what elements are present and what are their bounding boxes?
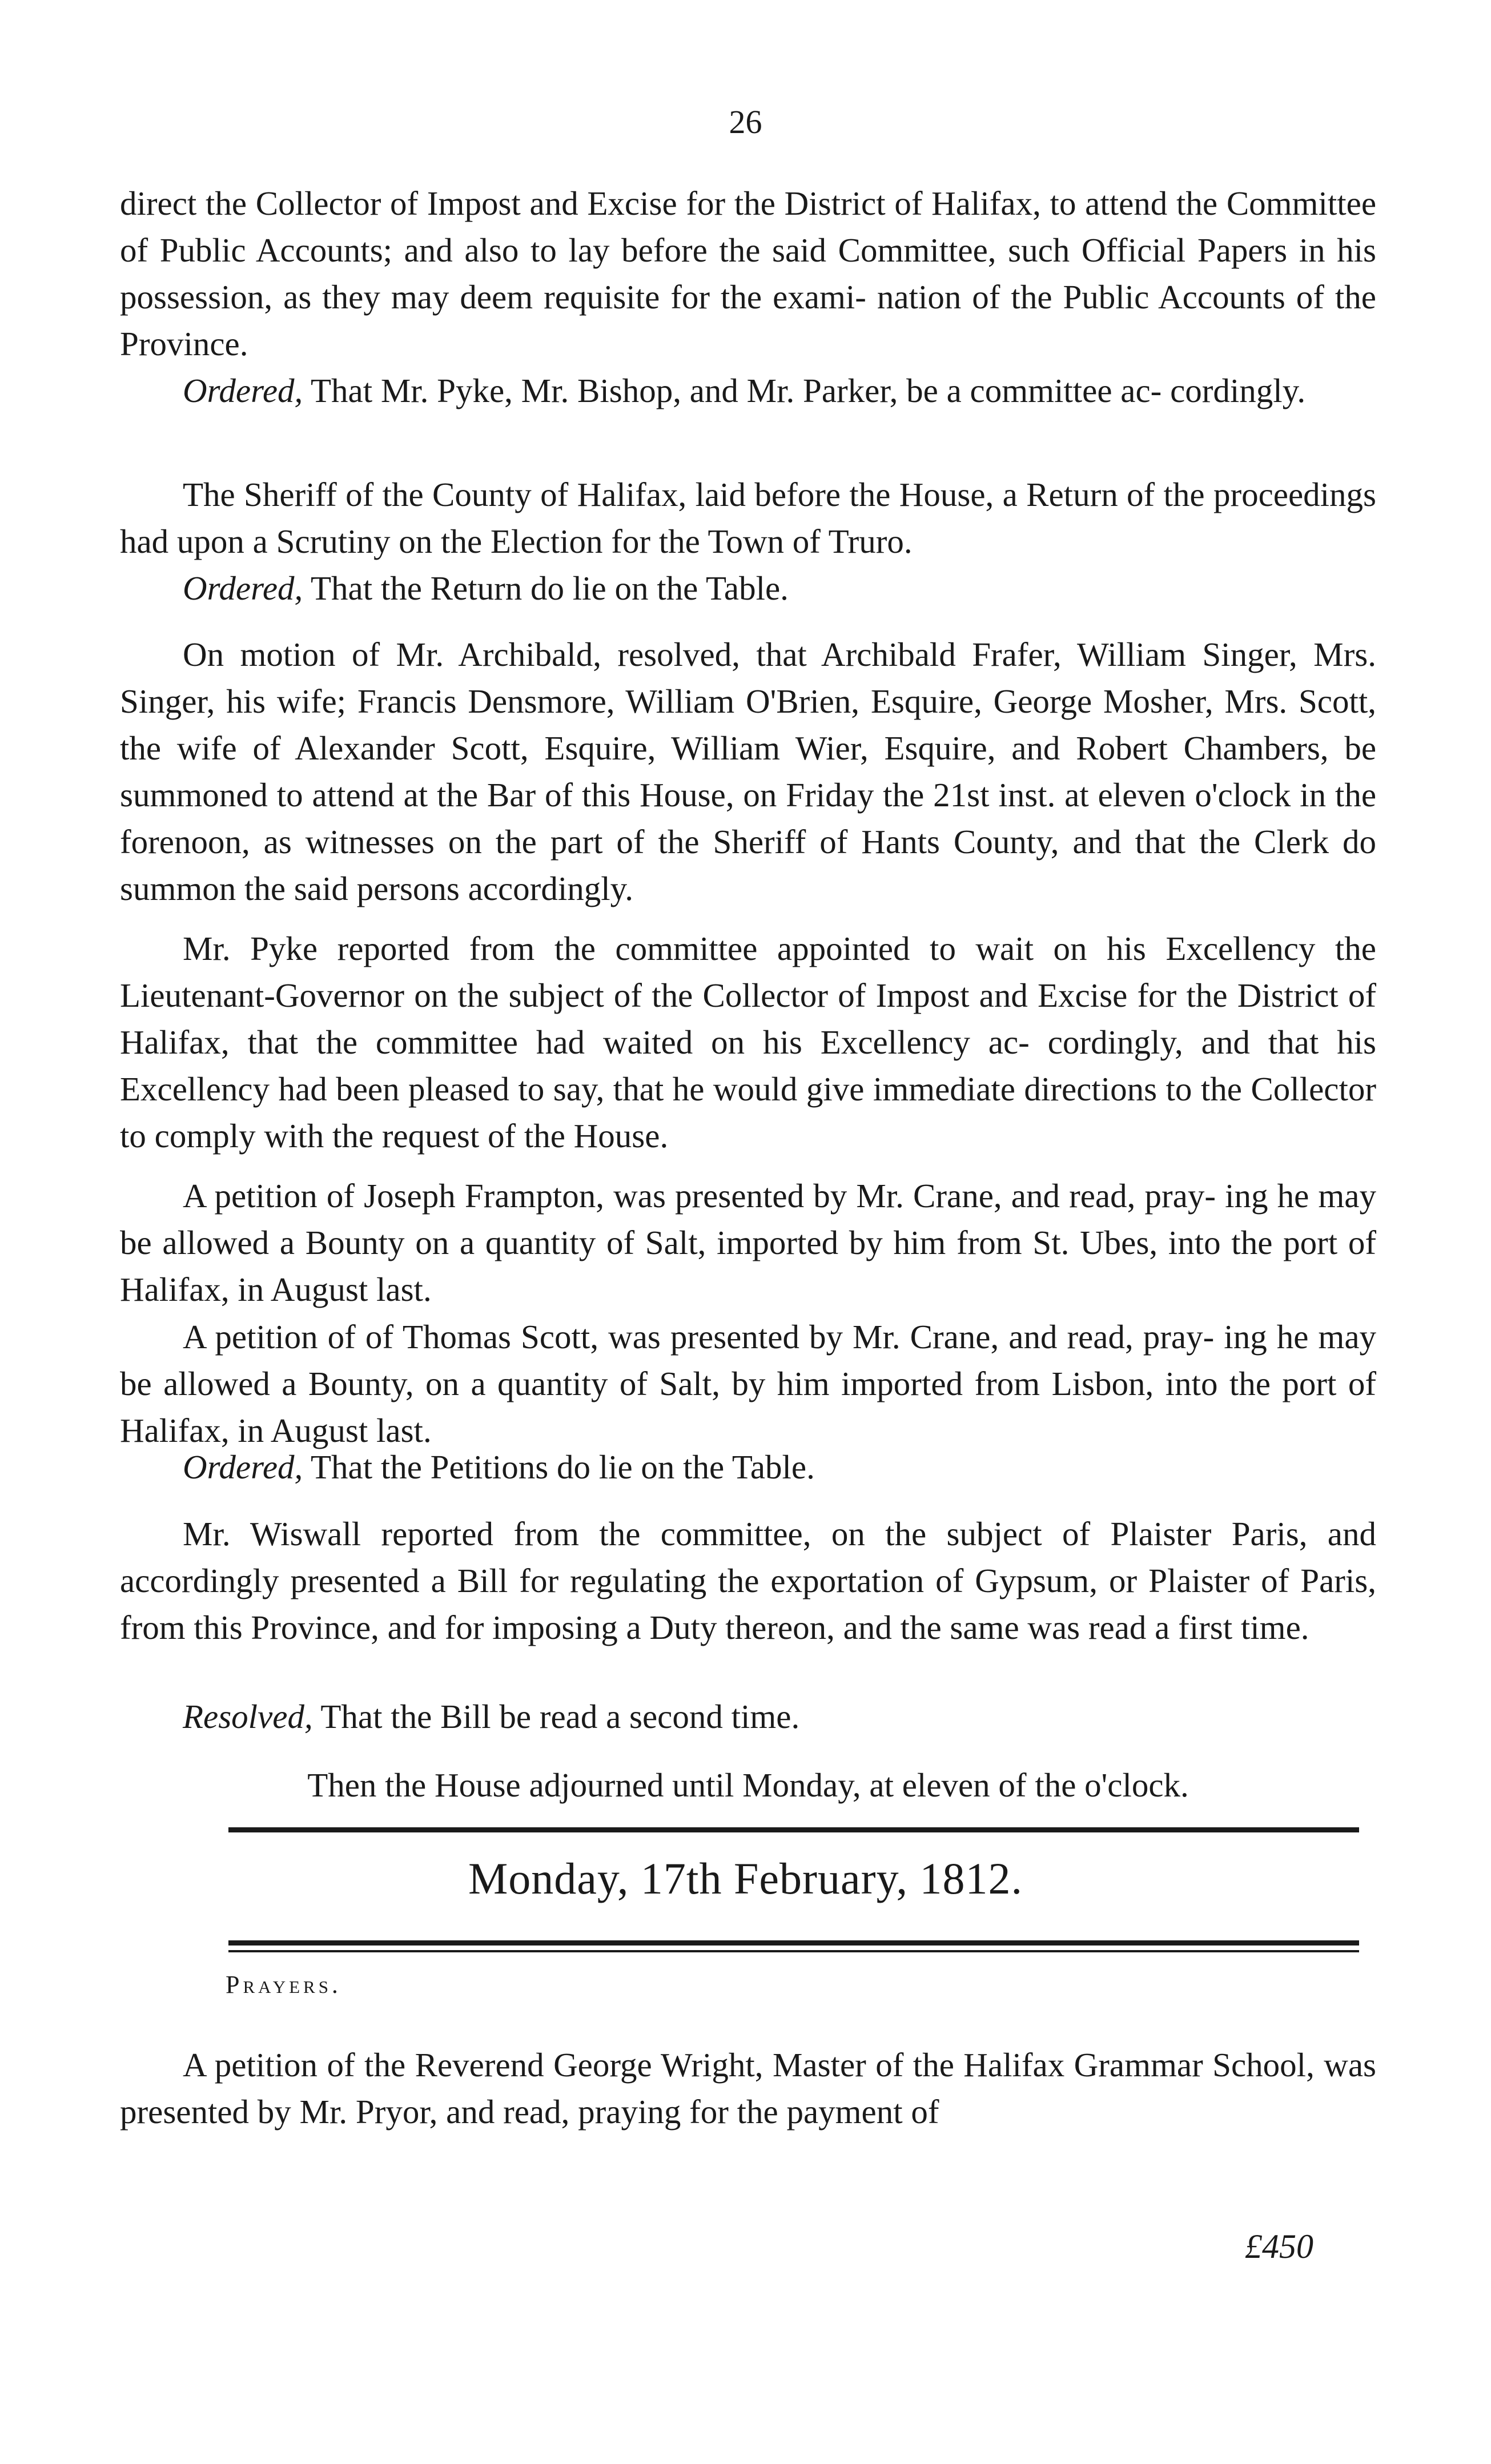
paragraph-wiswall-bill: Mr. Wiswall reported from the committee, on the subject of Plaister Paris, and accordingly presented a Bill for regulating the exportation of Gypsum, or Plaister of Paris, from this Province, and for imposing a Duty thereon, and the same was read a first time. [120, 1515, 1377, 1646]
date-heading: Monday, 17th February, 1812. [468, 1854, 1023, 1903]
paragraph-sheriff-return: The Sheriff of the County of Halifax, laid before the House, a Return of the proceedings had upon a Scrutiny on the Election for the Town of Truro. [120, 476, 1377, 560]
catch-word: £450 [1245, 2228, 1313, 2265]
paragraph-ordered-committee: Ordered, That Mr. Pyke, Mr. Bishop, and Mr. Parker, be a committee ac- cordingly. [183, 372, 1306, 409]
paragraph-frampton-petition: A petition of Joseph Frampton, was presented by Mr. Crane, and read, pray- ing he may be allowed a Bounty on a quantity of Salt, imported by him from St. Ubes, into the port of Halifax, in August last. [120, 1177, 1376, 1308]
divider-rule-top [228, 1827, 1359, 1832]
paragraph-witnesses-summoned: On motion of Mr. Archibald, resolved, that Archibald Frafer, William Singer, Mrs. Singer, his wife; Francis Densmore, William O'Brien, Esquire, George Mosher, Mrs. Scott, the wife of Alexander Scott, Esquire, William Wier, Esquire, and Robert Chambers, be summoned to attend at the Bar of this House, on Friday the 21st inst. at eleven o'clock in the forenoon, as witnesses on the part of the Sheriff of Hants County, and that the Clerk do summon the said persons accordingly. [120, 636, 1377, 907]
divider-rule-bottom [228, 1940, 1359, 1946]
page-number: 26 [729, 103, 762, 140]
paragraph-wright-petition: A petition of the Reverend George Wright, Master of the Halifax Grammar School, was presented by Mr. Pryor, and read, praying for the payment of [120, 2046, 1377, 2131]
paragraph-scott-petition: A petition of of Thomas Scott, was presented by Mr. Crane, and read, pray- ing he may be allowed a Bounty, on a quantity of Salt, by him imported from Lisbon, into the port of Halifax, in August last. [120, 1318, 1377, 1449]
section-label-prayers: Prayers. [226, 1971, 341, 1999]
paragraph-pyke-report: Mr. Pyke reported from the committee appointed to wait on his Excellency the Lieutenant-Governor on the subject of the Collector of Impost and Excise for the District of Halifax, that the committee had waited on his Excellency ac- cordingly, and that his Excellency had been pleased to say, that he would give immediate directions to the Collector to comply with the request of the House. [120, 930, 1377, 1155]
paragraph-adjournment: Then the House adjourned until Monday, at eleven of the o'clock. [307, 1766, 1189, 1804]
paragraph-collector-papers: direct the Collector of Impost and Excise for the District of Halifax, to attend the Committee of Public Accounts; and also to lay before the said Committee, such Official Papers in his possession, as they may deem requisite for the exami- nation of the Public Accounts of the Province. [120, 184, 1377, 363]
paragraph-resolved-second-reading: Resolved, That the Bill be read a second time. [183, 1698, 800, 1735]
paragraph-ordered-return: Ordered, That the Return do lie on the Table. [183, 569, 789, 607]
divider-rule-bottom-thin [228, 1950, 1359, 1952]
paragraph-ordered-petitions: Ordered, That the Petitions do lie on the Table. [183, 1448, 815, 1486]
